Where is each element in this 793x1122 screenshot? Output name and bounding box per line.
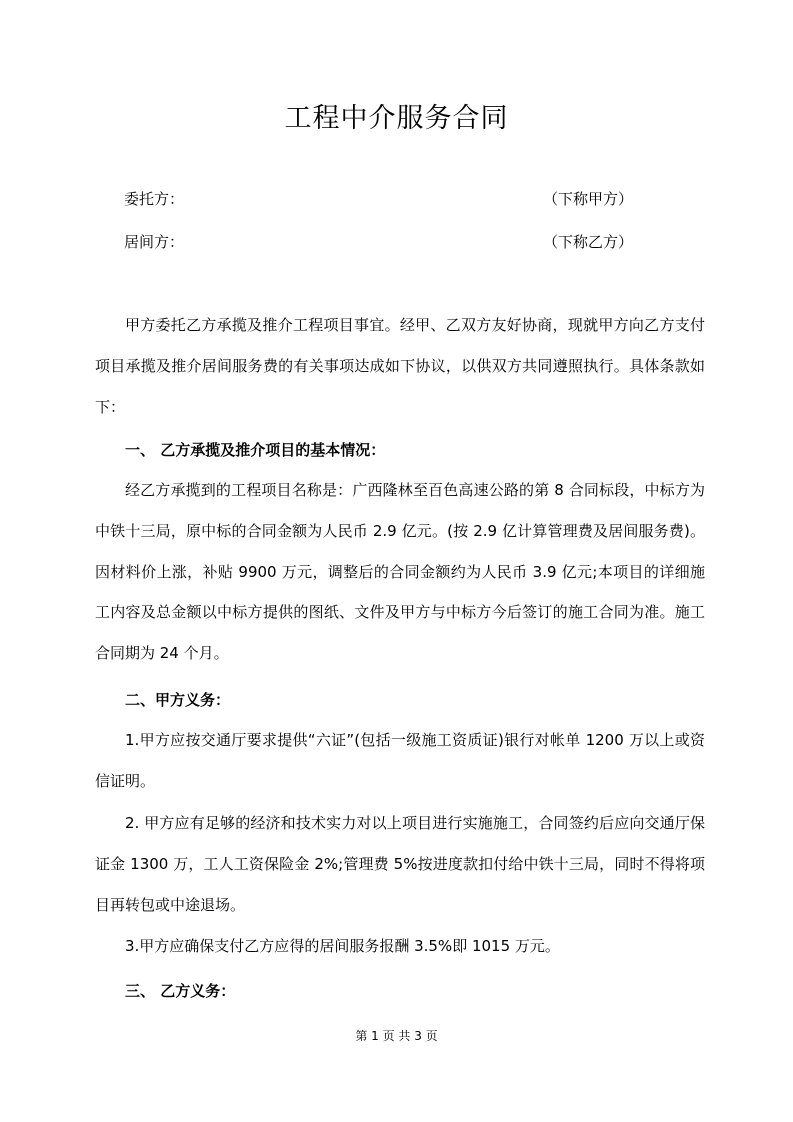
section1-paragraph: 经乙方承揽到的工程项目名称是：广西隆林至百色高速公路的第 8 合同标段，中标方为中铁十三局，原中标的合同金额为人民币 2.9 亿元。(按 2.9 亿计算管理费及居间服务费)。因材料价上涨，补贴 9900 万元，调整后的合同金额约为人民币 3.9 亿元;本项目的详细施工内容及总金额以中标方提供的图纸、文件及甲方与中标方今后签订的施工合同为准。施工合同期为 24 个月。 [95, 481, 705, 663]
section2-heading: 二、甲方义务： [125, 691, 231, 709]
section2-item-2: 2. 甲方应有足够的经济和技术实力对以上项目进行实施施工，合同签约后应向交通厅保证金 1300 万，工人工资保险金 2%;管理费 5%按进度款扣付给中铁十三局，同时不得将项目再转包或中途退场。 [95, 814, 705, 914]
party-b-alias: （下称乙方） [543, 233, 634, 251]
intro-paragraph: 甲方委托乙方承揽及推介工程项目事宜。经甲、乙双方友好协商，现就甲方向乙方支付项目承揽及推介居间服务费的有关事项达成如下协议，以供双方共同遵照执行。具体条款如下： [95, 316, 705, 416]
document-title: 工程中介服务合同 [284, 103, 509, 134]
party-b-label: 居间方： [124, 233, 185, 251]
party-a-alias: （下称甲方） [543, 190, 634, 208]
section1-heading: 一、 乙方承揽及推介项目的基本情况： [125, 441, 386, 459]
section2-item-3: 3.甲方应确保支付乙方应得的居间服务报酬 3.5%即 1015 万元。 [125, 937, 560, 955]
section3-heading: 三、 乙方义务： [125, 982, 236, 1000]
section2-item-1: 1.甲方应按交通厅要求提供“六证”(包括一级施工资质证)银行对帐单 1200 万以上或资信证明。 [95, 731, 705, 790]
page-footer: 第 1 页 共 3 页 [355, 1029, 438, 1043]
party-a-label: 委托方： [124, 190, 185, 208]
